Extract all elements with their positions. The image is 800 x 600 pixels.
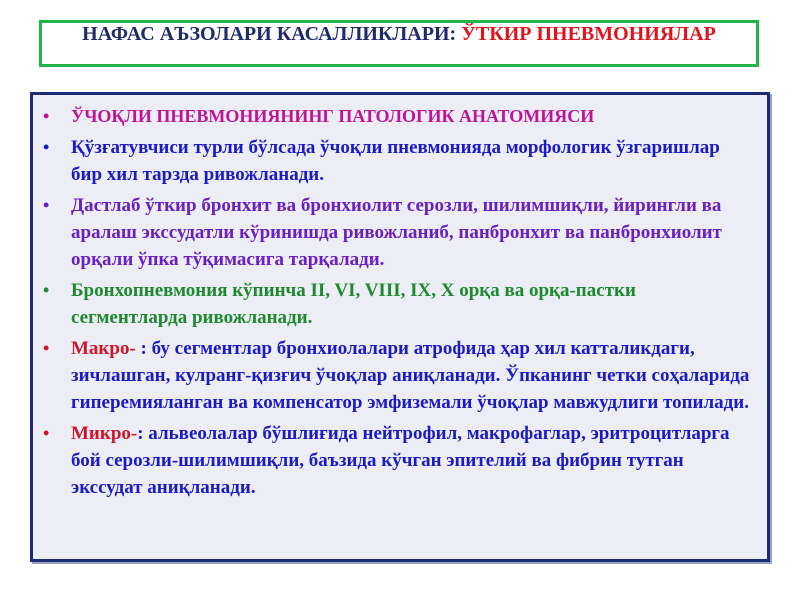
heading-text: ЎЧОҚЛИ ПНЕВМОНИЯНИНГ ПАТОЛОГИК АНАТОМИЯСИ xyxy=(71,106,595,126)
list-item-macro xyxy=(43,335,753,416)
bullet-icon: • xyxy=(43,280,50,300)
item-text: Дастлаб ўткир бронхит ва бронхиолит серозли, шилимшиқли, йирингли ва аралаш экссудатли кўринишда ривожланиб, панбронхит ва панбронхиолит орқали ўпка тўқимасига тарқалади. xyxy=(71,195,722,270)
bullet-icon: • xyxy=(43,338,50,358)
list-item-micro xyxy=(43,420,753,501)
item-text: Қўзғатувчиси турли бўлсада ўчоқли пневмонияда морфологик ўзгаришлар бир хил тарзда ривожланади. xyxy=(71,137,720,185)
title-main-text: НАФАС АЪЗОЛАРИ КАСАЛЛИКЛАРИ: xyxy=(82,23,462,45)
bullet-icon: • xyxy=(43,423,50,443)
bullet-icon: • xyxy=(43,137,50,157)
bullet-icon: • xyxy=(43,106,50,126)
slide-title xyxy=(39,20,759,67)
list-item xyxy=(43,277,753,331)
item-text: : альвеолалар бўшлиғида нейтрофил, макрофаглар, эритроцитларга бой серозли-шилимшиқли, баъзида кўчган эпителий ва фибрин тутган экссудат аниқланади. xyxy=(71,423,730,498)
list-item xyxy=(43,192,753,273)
item-text: : бу сегментлар бронхиолалари атрофида ҳар хил катталикдаги, зичлашган, кулранг-қизғич ўчоқлар аниқланади. Ўпканинг четки соҳаларида гиперемияланган ва компенсатор эмфиземали ўчоқлар мавжудлиги топилади. xyxy=(71,338,750,413)
title-accent-text: ЎТКИР ПНЕВМОНИЯЛАР xyxy=(461,23,716,45)
bullet-icon: • xyxy=(43,195,50,215)
item-text: Бронхопневмония кўпинча II, VI, VIII, IX, X орқа ва орқа-пастки сегментларда ривожланади. xyxy=(71,280,636,328)
micro-label: Микро- xyxy=(71,423,138,444)
list-item xyxy=(43,134,753,188)
list-item-heading xyxy=(43,103,753,130)
macro-label: Макро- xyxy=(71,338,141,359)
content-panel xyxy=(30,92,770,562)
bullet-list xyxy=(33,95,767,501)
